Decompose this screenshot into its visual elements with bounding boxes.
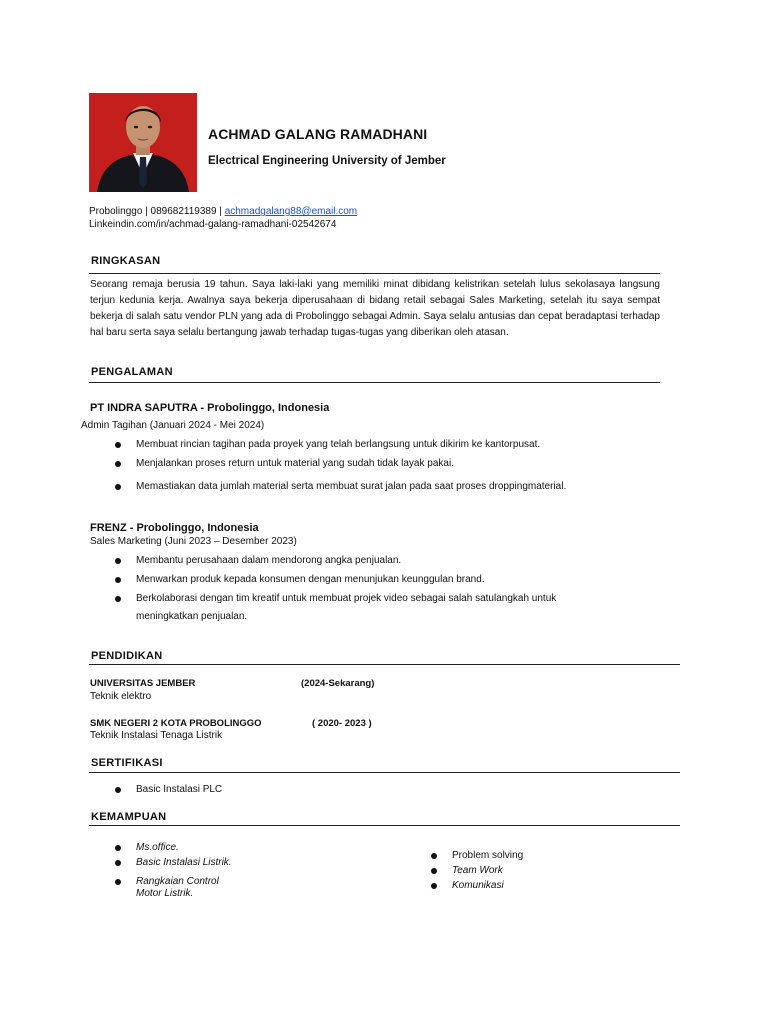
candidate-subtitle: Electrical Engineering University of Jember	[208, 155, 446, 167]
job-bullet-text: Menwarkan produk kepada konsumen dengan menunjukan keunggulan brand.	[136, 574, 485, 585]
contact-city-phone: Probolinggo | 089682119389 |	[89, 206, 225, 217]
skill-item	[136, 857, 232, 869]
job-bullet-text: Membantu perusahaan dalam mendorong angka penjualan.	[136, 555, 402, 566]
job-bullet-text: Memastiakan data jumlah material serta membuat surat jalan pada saat proses droppingmaterial.	[136, 481, 567, 492]
section-divider	[89, 664, 680, 665]
bullet-dot	[115, 558, 121, 564]
skill-item	[452, 865, 503, 877]
job-bullet	[136, 439, 540, 451]
bullet-dot	[115, 860, 121, 866]
skill-text: Team Work	[452, 865, 503, 876]
skill-text: Rangkaian Control	[136, 876, 219, 887]
skill-item	[136, 842, 179, 854]
education-period: (2024-Sekarang)	[301, 678, 375, 689]
job-bullet	[136, 593, 556, 605]
bullet-dot	[115, 442, 121, 448]
skill-text: Komunikasi	[452, 880, 504, 891]
job-bullet-text: Berkolaborasi dengan tim kreatif untuk membuat projek video sebagai salah satulangkah untuk	[136, 593, 557, 604]
bullet-dot	[115, 577, 121, 583]
section-title-summary: RINGKASAN	[91, 255, 161, 267]
bullet-dot	[115, 484, 121, 490]
skill-text: Basic Instalasi Listrik.	[136, 857, 232, 868]
bullet-dot	[431, 853, 437, 859]
bullet-dot	[431, 883, 437, 889]
job-bullet	[136, 555, 401, 567]
contact-block	[89, 206, 357, 231]
section-divider	[89, 382, 660, 383]
section-title-certification: SERTIFIKASI	[91, 757, 163, 769]
skill-text: Problem solving	[452, 850, 524, 861]
summary-text: Seorang remaja berusia 19 tahun. Saya laki-laki yang memiliki minat dibidang kelistrikan setelah lulus sekolasaya langsung terjun kedunia kerja. Awalnya saya bekerja diperusahaan di bidang retail sebagai Sales Marketing, setelah itu saya sempat bekerja di salah satu vendor PLN yang ada di Probolinggo sebagai Admin. Saya selalu antusias dan cepat beradaptasi terhadap hal baru serta saya selalu bertangung jawab terhadap tugas-tugas yang diberikan oleh atasan.	[90, 279, 660, 338]
section-title-education: PENDIDIKAN	[91, 650, 163, 662]
job-role: Admin Tagihan (Januari 2024 - Mei 2024)	[81, 420, 265, 431]
bullet-dot	[115, 461, 121, 467]
bullet-dot	[115, 596, 121, 602]
job-role: Sales Marketing (Juni 2023 – Desember 2023)	[90, 536, 297, 547]
job-bullet	[136, 481, 566, 493]
job-bullet	[136, 458, 454, 470]
linkedin-text: Linkeindin.com/in/achmad-galang-ramadhani-02542674	[89, 218, 337, 230]
section-divider	[89, 772, 680, 773]
skill-item	[452, 850, 523, 862]
section-divider	[89, 273, 660, 274]
education-major: Teknik elektro	[90, 691, 152, 702]
skill-text: Ms.office.	[136, 842, 179, 853]
job-company: FRENZ - Probolinggo, Indonesia	[90, 522, 259, 534]
job-company: PT INDRA SAPUTRA - Probolinggo, Indonesia	[90, 402, 330, 414]
email-link[interactable]: achmadgalang88@email.com	[224, 206, 358, 217]
section-title-experience: PENGALAMAN	[91, 366, 173, 378]
section-divider	[89, 825, 680, 826]
bullet-dot	[115, 787, 121, 793]
education-school: UNIVERSITAS JEMBER	[90, 678, 196, 689]
candidate-name: ACHMAD GALANG RAMADHANI	[208, 126, 428, 142]
skill-item-continuation: Motor Listrik.	[136, 888, 194, 899]
skill-item	[452, 880, 504, 892]
certification-item	[136, 784, 222, 796]
bullet-dot	[115, 845, 121, 851]
bullet-dot	[431, 868, 437, 874]
skill-item	[136, 876, 219, 888]
job-bullet-text: Membuat rincian tagihan pada proyek yang telah berlangsung untuk dikirim ke kantorpusat.	[136, 439, 541, 450]
education-period: ( 2020- 2023 )	[312, 718, 372, 729]
profile-photo	[89, 93, 197, 192]
job-bullet-text: Menjalankan proses return untuk material yang sudah tidak layak pakai.	[136, 458, 454, 469]
education-school: SMK NEGERI 2 KOTA PROBOLINGGO	[90, 718, 262, 729]
job-bullet-continuation: meningkatkan penjualan.	[136, 611, 248, 622]
section-title-skills: KEMAMPUAN	[91, 811, 167, 823]
bullet-dot	[115, 879, 121, 885]
certification-text: Basic Instalasi PLC	[136, 784, 223, 795]
job-bullet	[136, 574, 485, 586]
education-major: Teknik Instalasi Tenaga Listrik	[90, 730, 223, 741]
